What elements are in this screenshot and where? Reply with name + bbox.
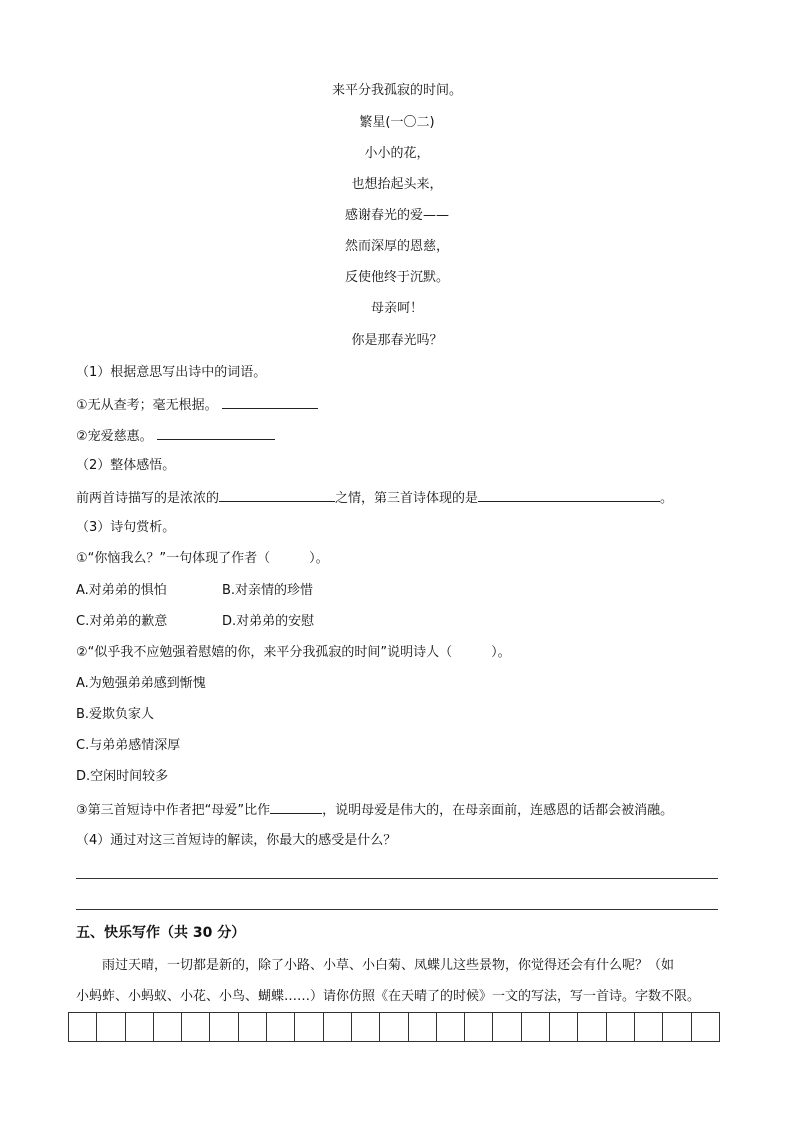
question-2-text-b: 之情，第三首诗体现的是 bbox=[335, 491, 479, 506]
poem-line: 母亲呵！ bbox=[370, 301, 423, 316]
question-3-1-stem: ①“你恼我么？”一句体现了作者（ ）。 bbox=[76, 551, 329, 566]
poem-line: 也想抬起头来， bbox=[351, 177, 443, 192]
question-3-3-text-a: ③第三首短诗中作者把“母爱”比作 bbox=[76, 803, 271, 818]
grid-cell[interactable] bbox=[324, 1013, 352, 1041]
question-3-2-stem: ②“似乎我不应勉强着慰嬉的你，来平分我孤寂的时间”说明诗人（ ）。 bbox=[76, 645, 511, 660]
section-heading: 五、快乐写作（共 30 分） bbox=[76, 925, 246, 941]
answer-blank[interactable] bbox=[157, 426, 275, 440]
grid-cell[interactable] bbox=[550, 1013, 578, 1041]
question-1-title: （1）根据意思写出诗中的词语。 bbox=[76, 365, 267, 380]
grid-cell[interactable] bbox=[97, 1013, 125, 1041]
answer-line[interactable] bbox=[76, 909, 718, 910]
grid-cell[interactable] bbox=[380, 1013, 408, 1041]
option-d: D.对弟弟的安慰 bbox=[222, 614, 315, 629]
grid-cell[interactable] bbox=[607, 1013, 635, 1041]
grid-cell[interactable] bbox=[493, 1013, 521, 1041]
option-c: C.与弟弟感情深厚 bbox=[76, 738, 181, 753]
grid-cell[interactable] bbox=[437, 1013, 465, 1041]
question-2-title: （2）整体感悟。 bbox=[76, 458, 176, 473]
grid-cell[interactable] bbox=[182, 1013, 210, 1041]
answer-line[interactable] bbox=[76, 878, 718, 879]
option-d: D.空闲时间较多 bbox=[76, 769, 169, 784]
poem-line: 反使他终于沉默。 bbox=[344, 270, 449, 285]
grid-cell[interactable] bbox=[352, 1013, 380, 1041]
question-3-title: （3）诗句赏析。 bbox=[76, 520, 176, 535]
poem-line: 小小的花， bbox=[364, 146, 430, 161]
option-a: A.对弟弟的惧怕 bbox=[76, 583, 167, 598]
option-b: B.对亲情的珍惜 bbox=[222, 583, 314, 598]
poem-line: 你是那春光吗？ bbox=[351, 333, 443, 348]
writing-grid[interactable] bbox=[68, 1012, 720, 1042]
grid-cell[interactable] bbox=[210, 1013, 238, 1041]
grid-cell[interactable] bbox=[267, 1013, 295, 1041]
question-2-text-a: 前两首诗描写的是浓浓的 bbox=[76, 491, 220, 506]
question-3-3 bbox=[76, 800, 673, 820]
grid-cell[interactable] bbox=[578, 1013, 606, 1041]
grid-cell[interactable] bbox=[409, 1013, 437, 1041]
grid-cell[interactable] bbox=[522, 1013, 550, 1041]
option-c: C.对弟弟的歉意 bbox=[76, 614, 168, 629]
grid-cell[interactable] bbox=[295, 1013, 323, 1041]
question-4-title: （4）通过对这三首短诗的解读，你最大的感受是什么？ bbox=[76, 833, 397, 848]
grid-cell[interactable] bbox=[692, 1013, 719, 1041]
grid-cell[interactable] bbox=[126, 1013, 154, 1041]
question-1-item-2 bbox=[76, 426, 275, 446]
grid-cell[interactable] bbox=[69, 1013, 97, 1041]
poem-line: 感谢春光的爱—— bbox=[344, 208, 449, 223]
poem-line: 然而深厚的恩慈， bbox=[344, 239, 449, 254]
answer-blank[interactable] bbox=[219, 488, 335, 502]
option-a: A.为勉强弟弟感到惭愧 bbox=[76, 676, 206, 691]
question-2-text-c: 。 bbox=[660, 491, 674, 506]
writing-prompt-line-1: 雨过天晴，一切都是新的，除了小路、小草、小白菊、凤蝶儿这些景物，你觉得还会有什么呢？（如 bbox=[102, 958, 675, 973]
grid-cell[interactable] bbox=[635, 1013, 663, 1041]
question-2-line bbox=[76, 488, 673, 508]
grid-cell[interactable] bbox=[465, 1013, 493, 1041]
poem-title: 繁星(一〇二) bbox=[359, 115, 435, 130]
question-1-item-2-text: ②宠爱慈惠。 bbox=[76, 429, 153, 444]
poem-line: 来平分我孤寂的时间。 bbox=[331, 83, 462, 98]
answer-blank[interactable] bbox=[478, 488, 660, 502]
question-1-item-1-text: ①无从查考；毫无根据。 bbox=[76, 398, 218, 413]
grid-cell[interactable] bbox=[663, 1013, 691, 1041]
writing-prompt-line-2: 小蚂蚱、小蚂蚁、小花、小鸟、蝴蝶……）请你仿照《在天晴了的时候》一文的写法，写一首诗。字数不限。 bbox=[76, 989, 701, 1004]
option-b: B.爱欺负家人 bbox=[76, 707, 155, 722]
answer-blank[interactable] bbox=[270, 800, 322, 814]
question-3-3-text-b: ，说明母爱是伟大的，在母亲面前，连感恩的话都会被消融。 bbox=[322, 803, 674, 818]
grid-cell[interactable] bbox=[154, 1013, 182, 1041]
grid-cell[interactable] bbox=[239, 1013, 267, 1041]
answer-blank[interactable] bbox=[222, 395, 318, 409]
question-1-item-1 bbox=[76, 395, 318, 415]
